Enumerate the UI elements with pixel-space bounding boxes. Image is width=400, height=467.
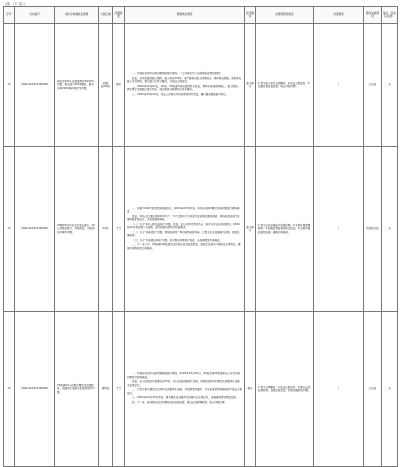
cell-type: 大气 (113, 147, 125, 312)
cell-content: XX镇XX村多家企业违法排污、XX公司排放废气，异味扰民，污染周边环境等问题。 (55, 147, 99, 312)
investigation-paragraph: 一、开展信访件所反映问题调查核实情况。XXXX年XX月XX日，XX局会同XX街道执法人员对反映问题进行现场核查。 (127, 372, 241, 379)
investigation-paragraph: （一）关于“XX公司违法排污”问题。经查，该公司环评手续齐全，排污许可证在有效期内，XXXX年XX月委托第三方检测，废气排放浓度符合标准要求。 (127, 222, 240, 230)
cell-remark: 无 (382, 24, 398, 147)
cell-content: XX街道XX小区附近餐饮店油烟扰民，油烟净化设施未正常使用等问题。 (55, 312, 99, 467)
cell-accountability: / (314, 147, 364, 312)
cell-handling: 1.责令企业加强废气收集处理；2.完善环境管理制度；3.加强日常监管和执法检查；4.定期开展监督性监测，确保达标排放。 (256, 147, 314, 312)
header-investigation: 调查核实情况 (125, 7, 245, 24)
investigation-paragraph: （三）关于“污染周边环境”问题。经对周边环境进行检查，未发现明显污染痕迹。 (132, 238, 223, 242)
investigation-paragraph: 三、XXXX年XX月XX日复查，相关餐饮店油烟净化设施均已正常运行，油烟排放情况明显改善。 (132, 396, 239, 400)
complaint-table (3, 6, 398, 467)
cell-handling: 1.责令立即整改；2.依法立案查处；3.建立长效监管机制，加强日常巡查，杜绝油烟扰民问题。 (256, 312, 314, 467)
cell-no: 14 (4, 147, 15, 312)
cell-completion: 阶段性办结 (364, 147, 382, 312)
cell-region: XX区 (99, 147, 113, 312)
investigation-paragraph: 经查，XX公司主要从事XXXX生产，生产过程中产生的废气经收集处理后排放，现场检查时废气处理设施正常运行，未发现直排现象。 (127, 214, 240, 222)
cell-is-true: 部分属实 (245, 24, 256, 147)
cell-is-true: 属实 (245, 312, 256, 467)
cell-investigation (125, 147, 245, 312)
cell-no: 15 (4, 312, 15, 467)
cell-type: 大气 (113, 312, 125, 467)
investigation-paragraph: 二、XXXX年XX月XX日，XX局、XX街道等单位组织联合检查，现场未发现夜间施工，施工围挡、洒水降尘等措施已落实到位，周边居民反映情况已基本解决。 (127, 85, 241, 92)
table-header-row (4, 7, 398, 24)
cell-handling: 1.责令施工单位立即整改；2.依法立案查处；3.加强日常巡查监管，防止问题反弹。 (256, 24, 314, 147)
header-completion: 整改完成情况 (364, 7, 382, 24)
cell-investigation (125, 24, 245, 147)
cell-investigation (125, 312, 245, 467)
cell-code: X36A-202107140028 (15, 24, 55, 147)
header-handling: 处理和整改情况 (256, 7, 314, 24)
investigation-paragraph: （二）关于“异味扰民”问题。现场检查时厂界可闻到轻微异味，已责令企业加强废气收集，提高处理效率。 (127, 230, 240, 238)
cell-content: 举报对XXX小区新建项目XXXX等问题，相关部门XXXX整改，群众反映XXXX噪声扰民等问题。 (55, 24, 99, 147)
cell-remark: 无 (382, 147, 398, 312)
continuation-note: （续 （下 页）） (3, 2, 28, 6)
cell-is-true: 部分属实 (245, 147, 256, 312)
header-no: 序号 (4, 7, 15, 24)
investigation-paragraph: 二、已责令相关餐饮店立即开启油烟净化设施，并定期清洗维护；对未正常使用设施的商户依法立案查处。 (127, 388, 243, 395)
header-code: 交办编号 (15, 7, 55, 24)
cell-completion: 已办结 (364, 312, 382, 467)
cell-no: 13 (4, 24, 15, 147)
cell-remark: 无 (382, 312, 398, 467)
cell-completion: 已办结 (364, 24, 382, 147)
cell-region: 湖里区 (99, 312, 113, 467)
cell-accountability: / (314, 312, 364, 467)
cell-code: X36A-202107140034 (15, 147, 55, 312)
investigation-paragraph: 经查，该项目建设施工期间，施工单位XXXX，未严格落实施工现场扬尘、噪声防治措施，夜间存在施工作业情况，相关部门已责令整改，并依法立案查处。 (127, 77, 242, 84)
cell-accountability: / (314, 24, 364, 147)
table-row (4, 147, 398, 312)
cell-type: 噪声 (113, 24, 125, 147)
investigation-paragraph: 四、下一步，将加强对该区域餐饮店的巡查监管，建立长效管理机制，防止问题反弹。 (132, 401, 228, 404)
header-region: 行政区域 (99, 7, 113, 24)
header-is-true: 是否属实 (245, 7, 256, 24)
header-content: 来件对象属地及事项 (55, 7, 99, 24)
cell-region: 西湖区/XX区 (99, 24, 113, 147)
header-remark: 备注（以实际为准） (382, 7, 398, 24)
header-type: 问题类型 (113, 7, 125, 24)
investigation-paragraph: 三、XXXX年XX月XX日，执法人员再次对项目现场进行复查，确认整改措施落实到位。 (132, 93, 229, 96)
table-row (4, 24, 398, 147)
investigation-paragraph: 一、开展“XXXX”相关情况调查核实，XXXX年XX月XX日，XX局会同XX镇对反映问题进行现场调查。 (127, 206, 240, 214)
cell-code: X36A-202107140036 (15, 312, 55, 467)
investigation-paragraph: 一、开展信访件所反映问题调查核实情况…（工作单位等人员现场检查情况说明） (132, 72, 223, 76)
header-accountability: 问责情况 (314, 7, 364, 24)
investigation-paragraph: 经查，该小区周边共有餐饮店XX家，均已安装油烟净化设施，现场检查时X家餐饮店油烟净化设施未正常运行。 (127, 380, 240, 387)
investigation-paragraph: 二、下一步工作：XX局将持续加强对该区域企业的监督检查，督促企业落实污染防治主体责任，确保污染物稳定达标排放。 (127, 243, 241, 250)
table-row (4, 312, 398, 467)
